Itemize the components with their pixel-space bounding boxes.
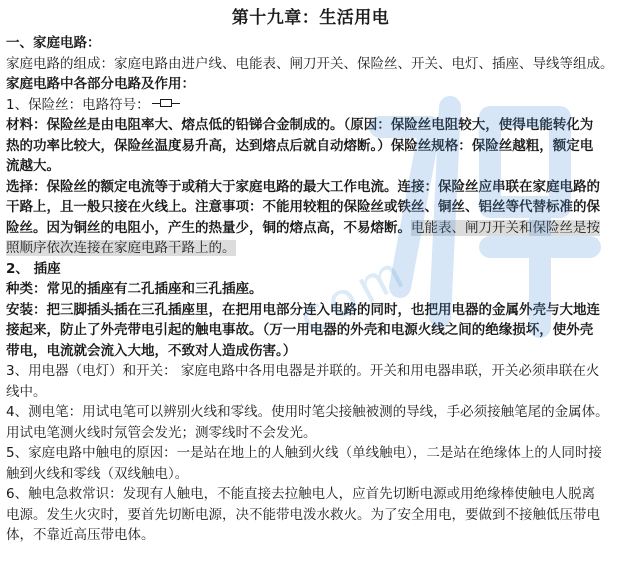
fuse-heading — [6, 95, 615, 116]
fuse-material-line-2: 热的功率比较大，保险丝温度易升高，达到熔点后就自动熔断。）保险丝规格：保险丝越粗，额定电 — [6, 137, 594, 154]
highlighted-text-2: 照顺序依次连接在家庭电路干路上的。 — [6, 240, 236, 256]
socket-kinds — [6, 279, 615, 300]
first-aid-line-1: 6、触电急救常识：发现有人触电，不能直接去拉触电人，应首先切断电源或用绝缘棒使触电人脱离 — [6, 486, 596, 502]
first-aid-line-2: 电源。发生火灾时，要首先切断电源，决不能带电泼水救火。为了安全用电，要做到不接触低压带电 — [6, 506, 600, 523]
document-page — [0, 7, 623, 575]
section-heading-household-circuit: 一、家庭电路： — [6, 35, 101, 51]
appliance-switch-line-2: 线中。 — [6, 383, 47, 400]
roles-heading: 家庭电路中各部分电路及作用： — [6, 76, 195, 92]
choose-text-1: 保险丝的额定电流等于或稍大于家庭电路的最大工作电流。连接：保险丝应串联在家庭电路的 — [46, 178, 600, 195]
fuse-material-line-1 — [6, 115, 615, 136]
fuse-symbol-label: 电路符号： — [82, 96, 150, 113]
fuse-symbol-icon — [152, 98, 180, 110]
shock-cause-line-1: 5、家庭电路中触电的原因：一是站在地上的人触到火线（单线触电），二是站在绝缘体上的人同时接 — [6, 445, 602, 461]
socket-install-line-1 — [6, 300, 615, 321]
appliance-switch-line-1: 3、用电器（电灯）和开关： 家庭电路中各用电器是并联的。开关和用电器串联，开关必须串联在火 — [6, 363, 600, 379]
install-label: 安装： — [6, 301, 47, 318]
fuse-material-line-3: 流越大。 — [6, 158, 60, 174]
test-pen-line-2: 用试电笔测火线时氖管会发光；测零线时不会发光。 — [6, 424, 317, 441]
fuse-choose-line-2: 干路上，且一般只接在火线上。注意事项：不能用较粗的保险丝或铁丝、铜丝、铝丝等代替标准的保 — [6, 199, 600, 215]
socket-heading: 2、 插座 — [6, 260, 61, 277]
material-label: 材料： — [6, 117, 47, 133]
socket-install-line-3: 带电，电流就会流入大地，不致对人造成伤害。） — [6, 342, 297, 359]
socket-install-line-2: 接起来，防止了外壳带电引起的触电事故。（万一用电器的外壳和电源火线之间的绝缘损坏，使外壳 — [6, 322, 594, 338]
fuse-choose-line-1 — [6, 177, 615, 198]
fuse-label: 1、保险丝： — [6, 96, 83, 113]
test-pen-line-1: 4、测电笔：用试电笔可以辨别火线和零线。使用时笔尖接触被测的导线，手必须接触笔尾的金属体。 — [6, 404, 609, 420]
choose-text-3a: 险丝。因为铜丝的电阻小，产生的热量少，铜的熔点高，不易熔断。 — [6, 219, 411, 236]
watermark-text: com — [289, 242, 418, 346]
material-text-1: 保险丝是由电阻率大、熔点低的铅锑合金制成的。（原因：保险丝电阻较大，使得电能转化为 — [46, 117, 594, 133]
composition-text: 家庭电路的组成：家庭电路由进户线、电能表、闸刀开关、保险丝、开关、电灯、插座、导线等组成。 — [6, 55, 614, 72]
kinds-text: 常见的插座有二孔插座和三孔插座。 — [46, 281, 263, 297]
kinds-label: 种类： — [6, 281, 47, 297]
choose-label: 选择： — [6, 178, 47, 195]
install-text-1: 把三脚插头插在三孔插座里，在把用电部分连入电路的同时，也把用电器的金属外壳与大地连 — [46, 301, 600, 318]
chapter-title: 第十九章：生活用电 — [231, 8, 390, 28]
fuse-choose-line-4 — [6, 238, 615, 259]
shock-cause-line-2: 触到火线和零线（双线触电）。 — [6, 465, 189, 482]
fuse-choose-line-3 — [6, 218, 615, 239]
first-aid-line-3: 体，不靠近高压带电体。 — [6, 527, 155, 543]
highlighted-text-1: 电能表、闸刀开关和保险丝是按 — [411, 219, 600, 236]
